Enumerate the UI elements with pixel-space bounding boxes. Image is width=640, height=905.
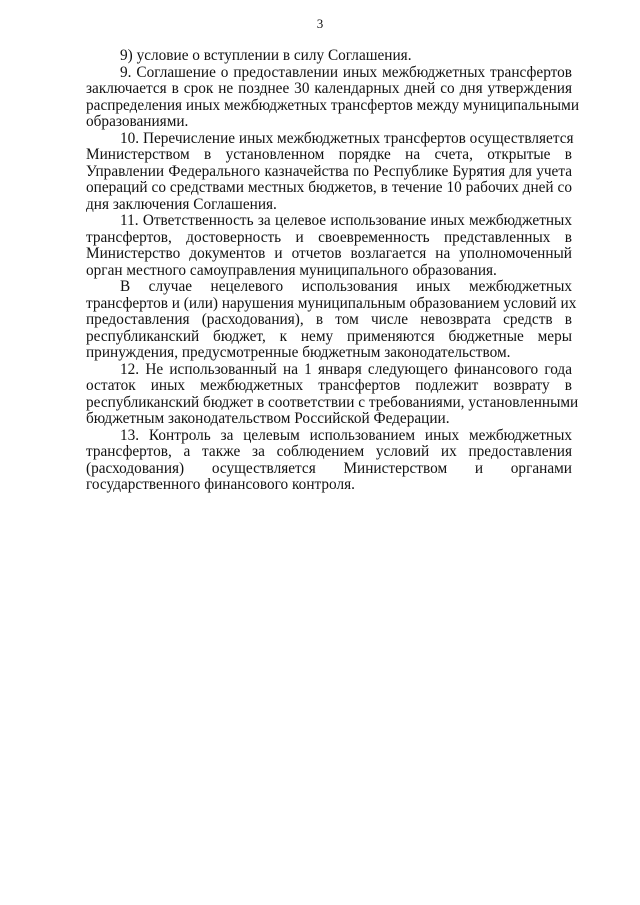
text-line: трансфертов, а также за соблюдением условий их предоставления xyxy=(86,443,572,460)
text-line: 12. Не использованный на 1 января следующего финансового года xyxy=(120,360,572,378)
document-body xyxy=(86,47,580,494)
text-line: остаток иных межбюджетных трансфертов подлежит возврату в xyxy=(86,377,572,394)
text-line: орган местного самоуправления муниципального образования. xyxy=(86,261,497,279)
text-line: 9. Соглашение о предоставлении иных межбюджетных трансфертов xyxy=(120,63,572,81)
text-line: предоставления (расходования), в том числе невозврата средств в xyxy=(86,311,572,328)
text-line: В случае нецелевого использования иных межбюджетных xyxy=(120,278,572,295)
text-line: Министерство документов и отчетов возлагается на уполномоченный xyxy=(86,245,572,262)
text-line: бюджетным законодательством Российской Федерации. xyxy=(86,410,450,427)
text-line: трансфертов и (или) нарушения муниципальным образованием условий их xyxy=(86,294,577,312)
text-line: распределения иных межбюджетных трансфертов между муниципальными xyxy=(86,96,580,114)
text-line: 13. Контроль за целевым использованием иных межбюджетных xyxy=(120,426,572,444)
paragraph xyxy=(86,48,572,65)
paragraph xyxy=(86,428,572,494)
text-line: Управлении Федерального казначейства по Республике Бурятия для учета xyxy=(86,162,572,180)
text-line: республиканский бюджет, к нему применяются бюджетные меры xyxy=(86,327,572,345)
paragraph xyxy=(86,131,572,214)
text-line: 10. Перечисление иных межбюджетных трансфертов осуществляется xyxy=(120,129,574,147)
text-line: принуждения, предусмотренные бюджетным законодательством. xyxy=(86,344,511,361)
text-line: Министерством в установленном порядке на счета, открытые в xyxy=(86,146,572,163)
text-line: (расходования) осуществляется Министерством и органами xyxy=(86,459,572,477)
paragraph xyxy=(86,213,572,279)
text-line: образованиями. xyxy=(86,113,189,130)
page-number: 3 xyxy=(316,16,324,31)
text-line: операций со средствами местных бюджетов, в течение 10 рабочих дней со xyxy=(86,179,572,196)
paragraph xyxy=(86,360,579,428)
text-line: 11. Ответственность за целевое использование иных межбюджетных xyxy=(120,212,572,229)
text-line: 9) условие о вступлении в силу Соглашения. xyxy=(120,47,412,64)
text-line: заключается в срок не позднее 30 календарных дней со дня утверждения xyxy=(86,80,572,97)
paragraph xyxy=(86,63,580,131)
text-line: трансфертов, достоверность и своевременность представленных в xyxy=(86,228,572,246)
text-line: республиканский бюджет в соответствии с требованиями, установленными xyxy=(86,393,579,411)
text-line: государственного финансового контроля. xyxy=(86,476,355,493)
text-line: дня заключения Соглашения. xyxy=(86,195,277,213)
paragraph xyxy=(86,278,577,362)
